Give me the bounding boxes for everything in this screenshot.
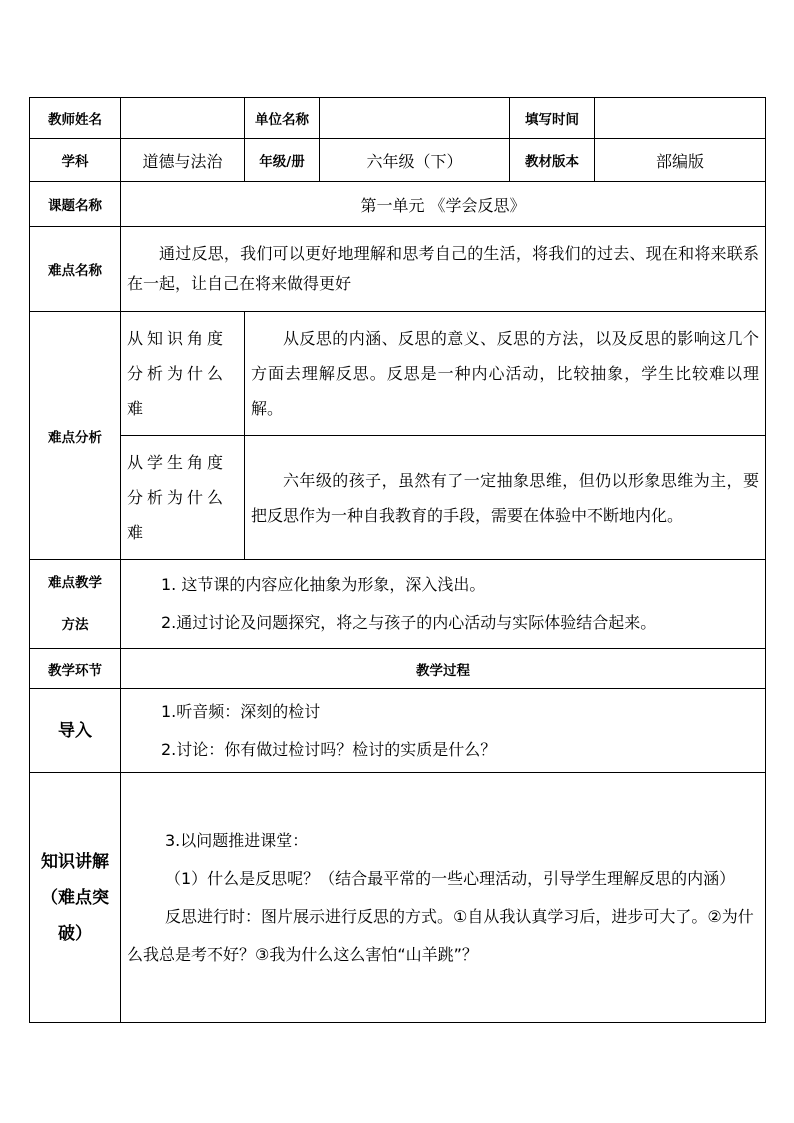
knowledge-cell xyxy=(121,773,766,1023)
intro-cell xyxy=(121,689,766,773)
difficulty-row xyxy=(30,227,766,312)
topic-label: 课题名称 xyxy=(30,182,121,227)
teaching-stage-label: 教学环节 xyxy=(30,649,121,689)
student-analysis-text: 六年级的孩子，虽然有了一定抽象思维，但仍以形象思维为主，要把反思作为一种自我教育的手段，需要在体验中不断地内化。 xyxy=(251,470,759,525)
knowledge-analysis-cell xyxy=(245,312,766,436)
difficulty-text: 通过反思，我们可以更好地理解和思考自己的生活，将我们的过去、现在和将来联系在一起，让自己在将来做得更好 xyxy=(127,244,759,293)
method-label xyxy=(30,560,121,649)
info-row xyxy=(30,98,766,139)
knowledge-question-1: （1）什么是反思呢？（结合最平常的一些心理活动，引导学生理解反思的内涵） xyxy=(165,868,736,888)
unit-name-label: 单位名称 xyxy=(245,98,320,139)
difficulty-label: 难点名称 xyxy=(30,227,121,312)
analysis-label: 难点分析 xyxy=(30,312,121,560)
grade-value: 六年级（下） xyxy=(320,139,510,182)
knowledge-angle-cell xyxy=(121,312,245,436)
subject-row xyxy=(30,139,766,182)
analysis-student-row xyxy=(30,436,766,560)
method-item-1: 1. 这节课的内容应化抽象为形象，深入浅出。 xyxy=(161,575,486,594)
intro-item-2: 2.讨论：你有做过检讨吗？检讨的实质是什么？ xyxy=(161,739,497,759)
intro-row xyxy=(30,689,766,773)
method-item-2: 2.通过讨论及问题探究，将之与孩子的内心活动与实际体验结合起来。 xyxy=(161,613,657,632)
knowledge-analysis-text: 从反思的内涵、反思的意义、反思的方法，以及反思的影响这几个方面去理解反思。反思是一种内心活动，比较抽象，学生比较难以理解。 xyxy=(251,329,759,418)
method-label-line1: 难点教学 xyxy=(48,575,102,591)
knowledge-row xyxy=(30,773,766,1023)
student-angle-label: 从学生角度分析为什么难 xyxy=(127,453,228,542)
difficulty-cell xyxy=(121,227,766,312)
knowledge-item-3: 3.以问题推进课堂： xyxy=(165,830,309,850)
teaching-process-label: 教学过程 xyxy=(121,649,766,689)
method-cell xyxy=(121,560,766,649)
teacher-name-label: 教师姓名 xyxy=(30,98,121,139)
edition-label: 教材版本 xyxy=(510,139,595,182)
unit-name-value xyxy=(320,98,510,139)
knowledge-label-line3: 破） xyxy=(58,923,92,944)
intro-label: 导入 xyxy=(30,689,121,773)
teacher-name-value xyxy=(121,98,245,139)
topic-value: 第一单元 《学会反思》 xyxy=(121,182,766,227)
student-analysis-cell xyxy=(245,436,766,560)
method-row xyxy=(30,560,766,649)
grade-label: 年级/册 xyxy=(245,139,320,182)
fill-time-label: 填写时间 xyxy=(510,98,595,139)
knowledge-paragraph-1: 反思进行时：图片展示进行反思的方式。①自从我认真学习后，进步可大了。②为什么我总是考不好？③我为什么这么害怕“山羊跳”？ xyxy=(127,906,754,964)
edition-value: 部编版 xyxy=(595,139,766,182)
subject-label: 学科 xyxy=(30,139,121,182)
subject-value: 道德与法治 xyxy=(121,139,245,182)
topic-row xyxy=(30,182,766,227)
fill-time-value xyxy=(595,98,766,139)
knowledge-angle-label: 从知识角度分析为什么难 xyxy=(127,329,228,418)
method-label-line2: 方法 xyxy=(61,617,89,633)
analysis-knowledge-row xyxy=(30,312,766,436)
lesson-plan-table xyxy=(29,97,766,1023)
knowledge-label-line1: 知识讲解 xyxy=(41,851,109,872)
intro-item-1: 1.听音频：深刻的检讨 xyxy=(161,701,321,721)
knowledge-label-line2: （难点突 xyxy=(41,887,109,908)
knowledge-label xyxy=(30,773,121,1023)
process-header-row xyxy=(30,649,766,689)
student-angle-cell xyxy=(121,436,245,560)
